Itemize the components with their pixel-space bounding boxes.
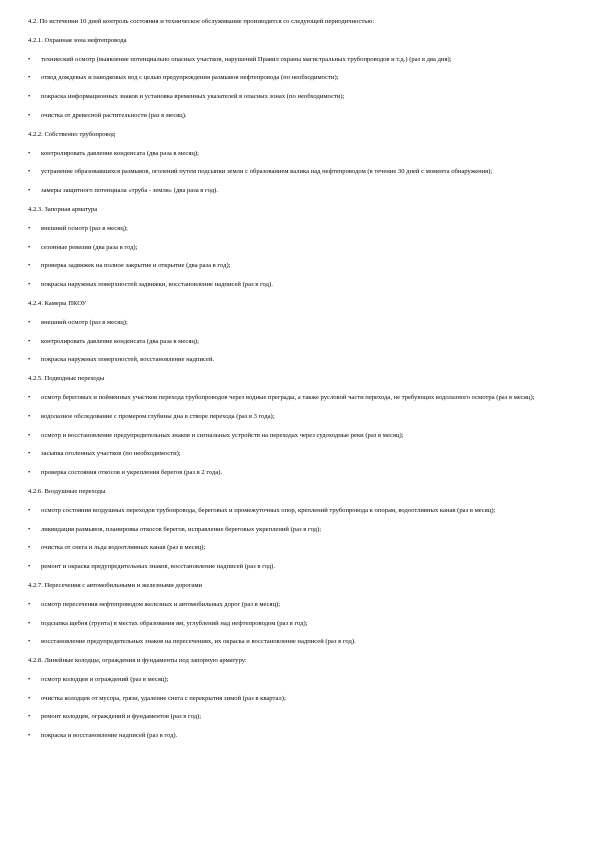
list-item [28, 394, 573, 402]
bullet-marker: • [28, 619, 31, 627]
list-item-text: проверка задвижек на полное закрытие и открытие (два раза в год); [41, 262, 231, 270]
list-item [28, 168, 573, 176]
list-item-text: отвод дождевых и паводковых вод с целью предупреждения размывов нефтепровода (по необходимости); [41, 74, 339, 82]
list-item [28, 93, 573, 101]
section-heading: 4.2.7. Пересечения с автомобильными и железными дорогами [28, 581, 203, 589]
bullet-marker: • [28, 74, 31, 82]
bullet-marker: • [28, 469, 31, 477]
bullet-marker: • [28, 224, 31, 232]
list-item-text: внешний осмотр (раз в месяц); [41, 224, 128, 232]
list-item-text: сезонные ревизии (два раза в год); [41, 243, 138, 251]
list-item-text: осмотр колодцев и ограждений (раз в месяц); [41, 675, 169, 683]
bullet-marker: • [28, 93, 31, 101]
list-item [28, 450, 573, 458]
list-item-text: ремонт колодцев, ограждений и фундаментов (раз в год); [41, 713, 202, 721]
list-item-text: водолазное обследование с промером глубины дна в створе перехода (раз в 3 года); [41, 412, 275, 420]
list-item [28, 56, 573, 64]
bullet-marker: • [28, 544, 31, 552]
section-heading: 4.2.3. Запорная арматура [28, 205, 98, 213]
bullet-marker: • [28, 318, 31, 326]
list-item [28, 338, 573, 346]
bullet-marker: • [28, 262, 31, 270]
section-heading: 4.2.4. Камеры ПКОУ [28, 299, 87, 307]
bullet-marker: • [28, 694, 31, 702]
list-item-text: техниеский осмотр (выявление потенциально опасных участков, нарушений Правил охраны магистральных трубопроводов и т.д.) (раз в два дня); [41, 55, 452, 63]
bullet-marker: • [28, 600, 31, 608]
list-item-text: покраска и восстановление надписей (раз в год). [41, 732, 178, 740]
list-item-text: покраска наружных поверхностей задвижки, восстановление надписей (раз в год). [41, 281, 273, 289]
list-item [28, 713, 573, 721]
bullet-marker: • [28, 675, 31, 683]
bullet-marker: • [28, 168, 31, 176]
list-item [28, 695, 573, 703]
list-item [28, 281, 573, 289]
list-item-text: осмотр береговых и пойменных участков перехода трубопроводов через водные преграды, а также русловой части перехода, не требующих водолазного осмотра (раз в месяц); [41, 393, 535, 401]
bullet-marker: • [28, 337, 31, 345]
bullet-marker: • [28, 506, 31, 514]
list-item-text: осмотр пересечения нефтепроводом железных и автомобильных дорог (раз в месяц); [41, 600, 281, 608]
list-item-text: проверка состояния откосов и укрепления берегов (раз в 2 года). [41, 469, 223, 477]
list-item [28, 225, 573, 233]
list-item [28, 150, 573, 158]
list-item [28, 319, 573, 327]
list-item [28, 544, 573, 552]
list-item [28, 413, 573, 421]
section-heading: 4.2.2. Собственно трубопровод [28, 130, 116, 138]
list-item-text: контролировать давление конденсата (два раза в месяц); [41, 149, 199, 157]
list-item-text: осмотр состояния воздушных переходов трубопровода, береговых и промежуточных опор, креплений трубопровода к опорам, водоотливных канав (раз в месяц); [41, 506, 496, 514]
list-item [28, 112, 573, 120]
list-item-text: устранение образовавшихся размывов, оголений путем подсыпки земли с образованием валика над нефтепроводом (в течение 30 дней с момента обнаружения); [41, 168, 493, 176]
sections-container [28, 37, 573, 741]
list-item-text: внешний осмотр (раз в месяц); [41, 318, 128, 326]
list-item-text: восстановление предупредительных знаков на пересечениях, их окраска и восстановление надписей (раз в год). [41, 638, 356, 646]
bullet-marker: • [28, 281, 31, 289]
list-item [28, 638, 573, 646]
list-item [28, 469, 573, 477]
list-item [28, 620, 573, 628]
bullet-marker: • [28, 393, 31, 401]
section-heading: 4.2.8. Линейные колодцы, ограждения и фундаменты под запорную арматуру: [28, 657, 247, 665]
list-item-text: контролировать давление конденсата (два раза в месяц); [41, 337, 199, 345]
section-heading: 4.2.6. Воздушные переходы [28, 487, 106, 495]
list-item [28, 74, 573, 82]
list-item-text: очистка от снега и льда водоотливных канав (раз в месяц); [41, 544, 206, 552]
bullet-marker: • [28, 356, 31, 364]
list-item [28, 563, 573, 571]
list-item [28, 244, 573, 252]
list-item [28, 526, 573, 534]
list-item-text: очистка от древесной растительности (раз в месяц). [41, 111, 187, 119]
list-item [28, 676, 573, 684]
bullet-marker: • [28, 149, 31, 157]
intro-paragraph: 4.2. По истечении 10 дней контроль состояния и техническое обслуживание производится со следующей периодичностью: [28, 18, 375, 25]
bullet-marker: • [28, 187, 31, 195]
list-item-text: замеры защитного потенциала «труба - земля» (два раза в год). [41, 187, 218, 195]
list-item-text: осмотр и восстановление предупредительных знаков и сигнальных устройств на переходах через судоходные реки (раз в месяц); [41, 431, 404, 439]
list-item-text: засыпка оголенных участков (по необходимости); [41, 450, 181, 458]
list-item-text: ремонт и окраска предупредительных знаков, восстановление надписей (раз в год). [41, 563, 276, 571]
document-page [28, 18, 573, 751]
section-heading: 4.2.1. Охранная зона нефтепровода [28, 36, 127, 44]
list-item [28, 601, 573, 609]
list-item-text: очистка колодцев от мусора, грязи, удаление снега с перекрытия зимой (раз в квартал); [41, 694, 286, 702]
bullet-marker: • [28, 243, 31, 251]
bullet-marker: • [28, 563, 31, 571]
bullet-marker: • [28, 412, 31, 420]
list-item-text: покраска наружных поверхностей, восстановление надписей. [41, 356, 215, 364]
bullet-marker: • [28, 732, 31, 740]
bullet-marker: • [28, 713, 31, 721]
bullet-marker: • [28, 525, 31, 533]
list-item [28, 732, 573, 740]
section-heading: 4.2.5. Подводные переходы [28, 375, 105, 383]
list-item [28, 507, 573, 515]
list-item [28, 187, 573, 195]
bullet-marker: • [28, 450, 31, 458]
bullet-marker: • [28, 638, 31, 646]
list-item-text: покраска информационных знаков и установка временных указателей в опасных зонах (по необходимости); [41, 93, 345, 101]
bullet-marker: • [28, 111, 31, 119]
list-item [28, 432, 573, 440]
bullet-marker: • [28, 55, 31, 63]
list-item [28, 262, 573, 270]
list-item-text: подсыпка щебня (грунта) в местах образования ям, углублений над нефтепроводом (раз в год); [41, 619, 308, 627]
list-item [28, 356, 573, 364]
list-item-text: ликвидация размывов, планировка откосов берегов, исправление береговых укреплений (раз в год); [41, 525, 322, 533]
bullet-marker: • [28, 431, 31, 439]
